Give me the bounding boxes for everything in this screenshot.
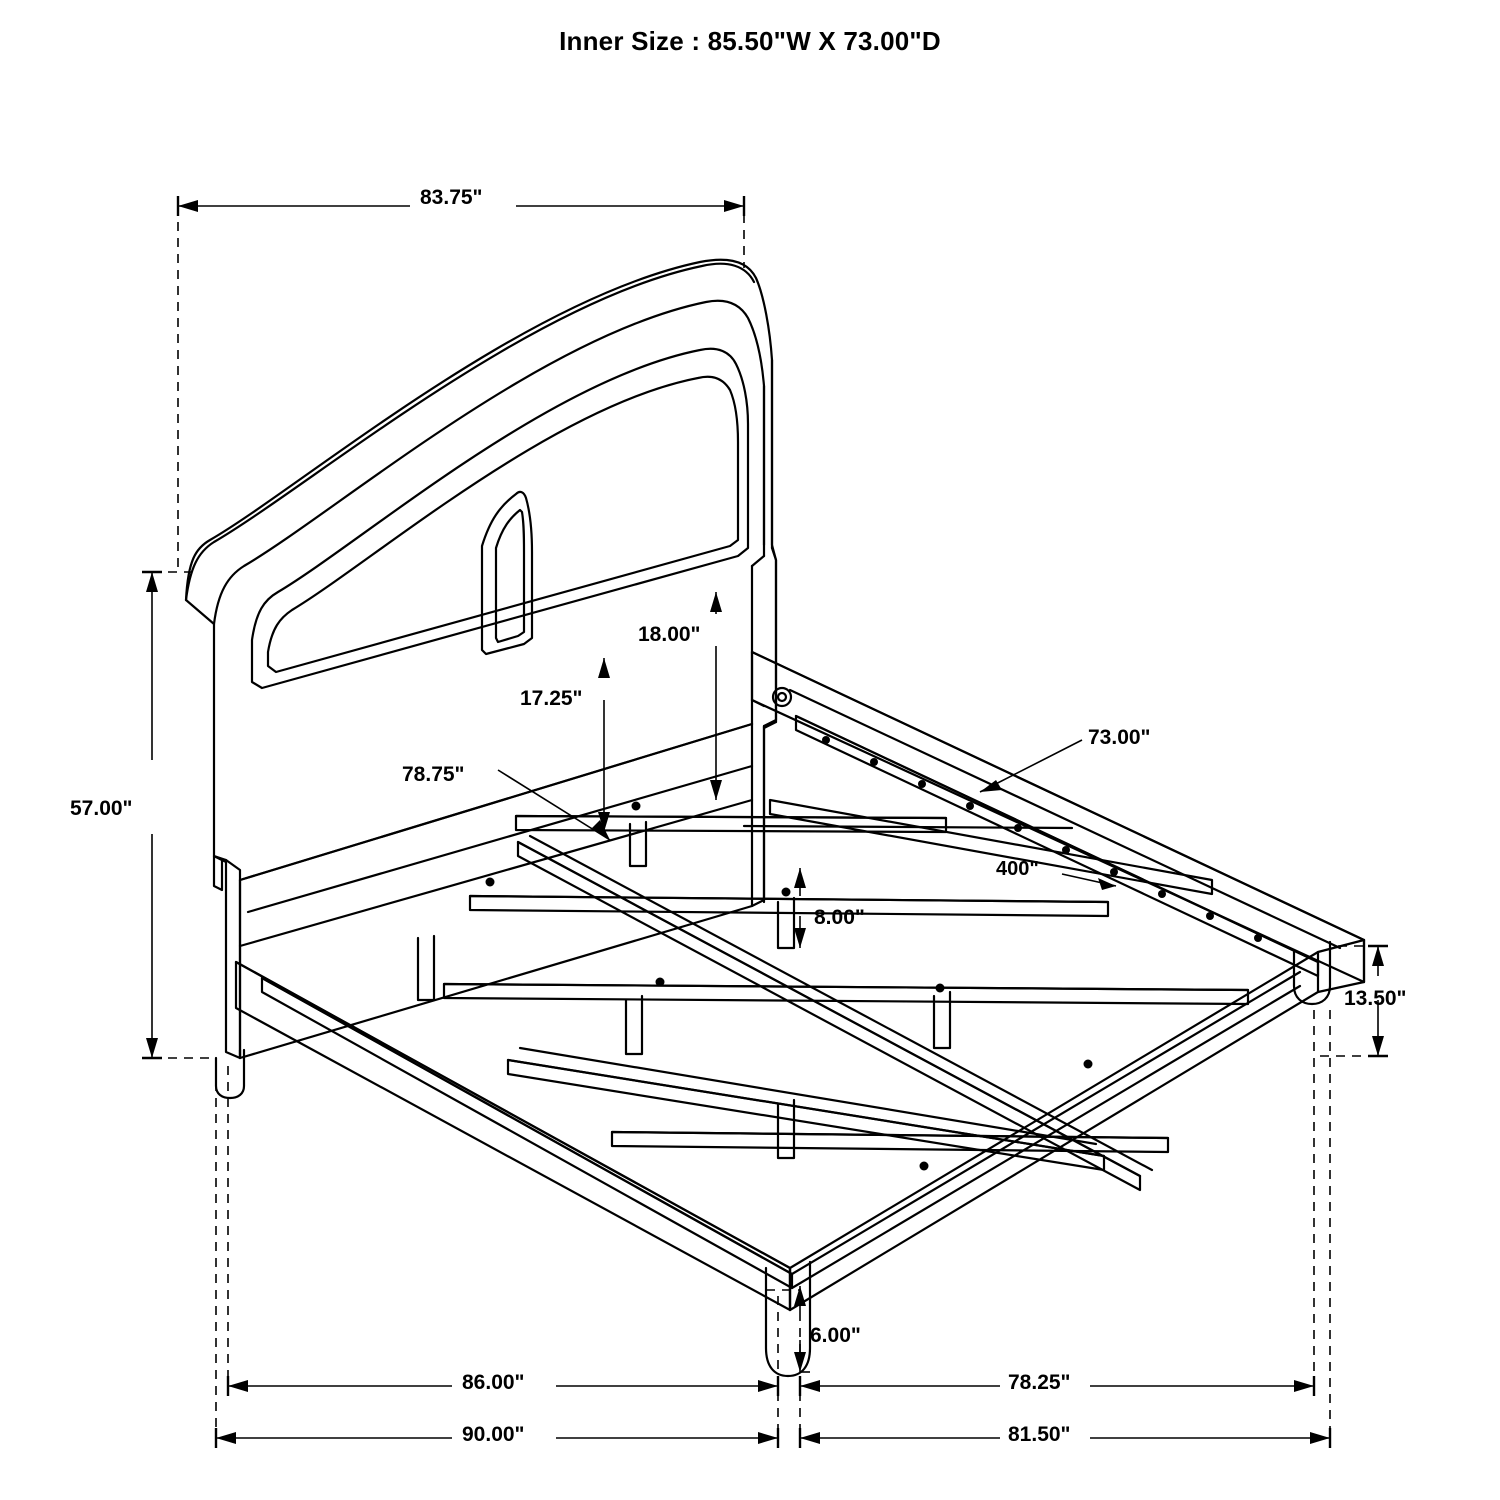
dimension-label-headboard-width: 83.75" <box>420 186 483 209</box>
dimension-label-overall-width-outer: 81.50" <box>1008 1423 1071 1446</box>
dimension-label-overall-length-outer: 90.00" <box>462 1423 525 1446</box>
page-title: Inner Size : 85.50"W X 73.00"D <box>559 26 941 56</box>
dimension-label-rail-height: 17.25" <box>520 687 583 710</box>
dimension-label-headboard-height: 57.00" <box>70 797 133 820</box>
dimension-label-overall-width-inner: 78.25" <box>1008 1371 1071 1394</box>
dimension-label-slat-count: 400" <box>996 858 1039 880</box>
dimension-label-side-rail-height: 13.50" <box>1344 987 1407 1010</box>
dimension-label-inner-rail-length: 78.75" <box>402 763 465 786</box>
dimension-label-leg-height: 6.00" <box>810 1324 861 1347</box>
dimension-label-overall-length-inner: 86.00" <box>462 1371 525 1394</box>
dimension-label-slat-spacing-upper: 18.00" <box>638 623 701 646</box>
dimension-label-inner-depth: 73.00" <box>1088 726 1151 749</box>
dimension-label-slat-drop: 8.00" <box>814 906 865 929</box>
